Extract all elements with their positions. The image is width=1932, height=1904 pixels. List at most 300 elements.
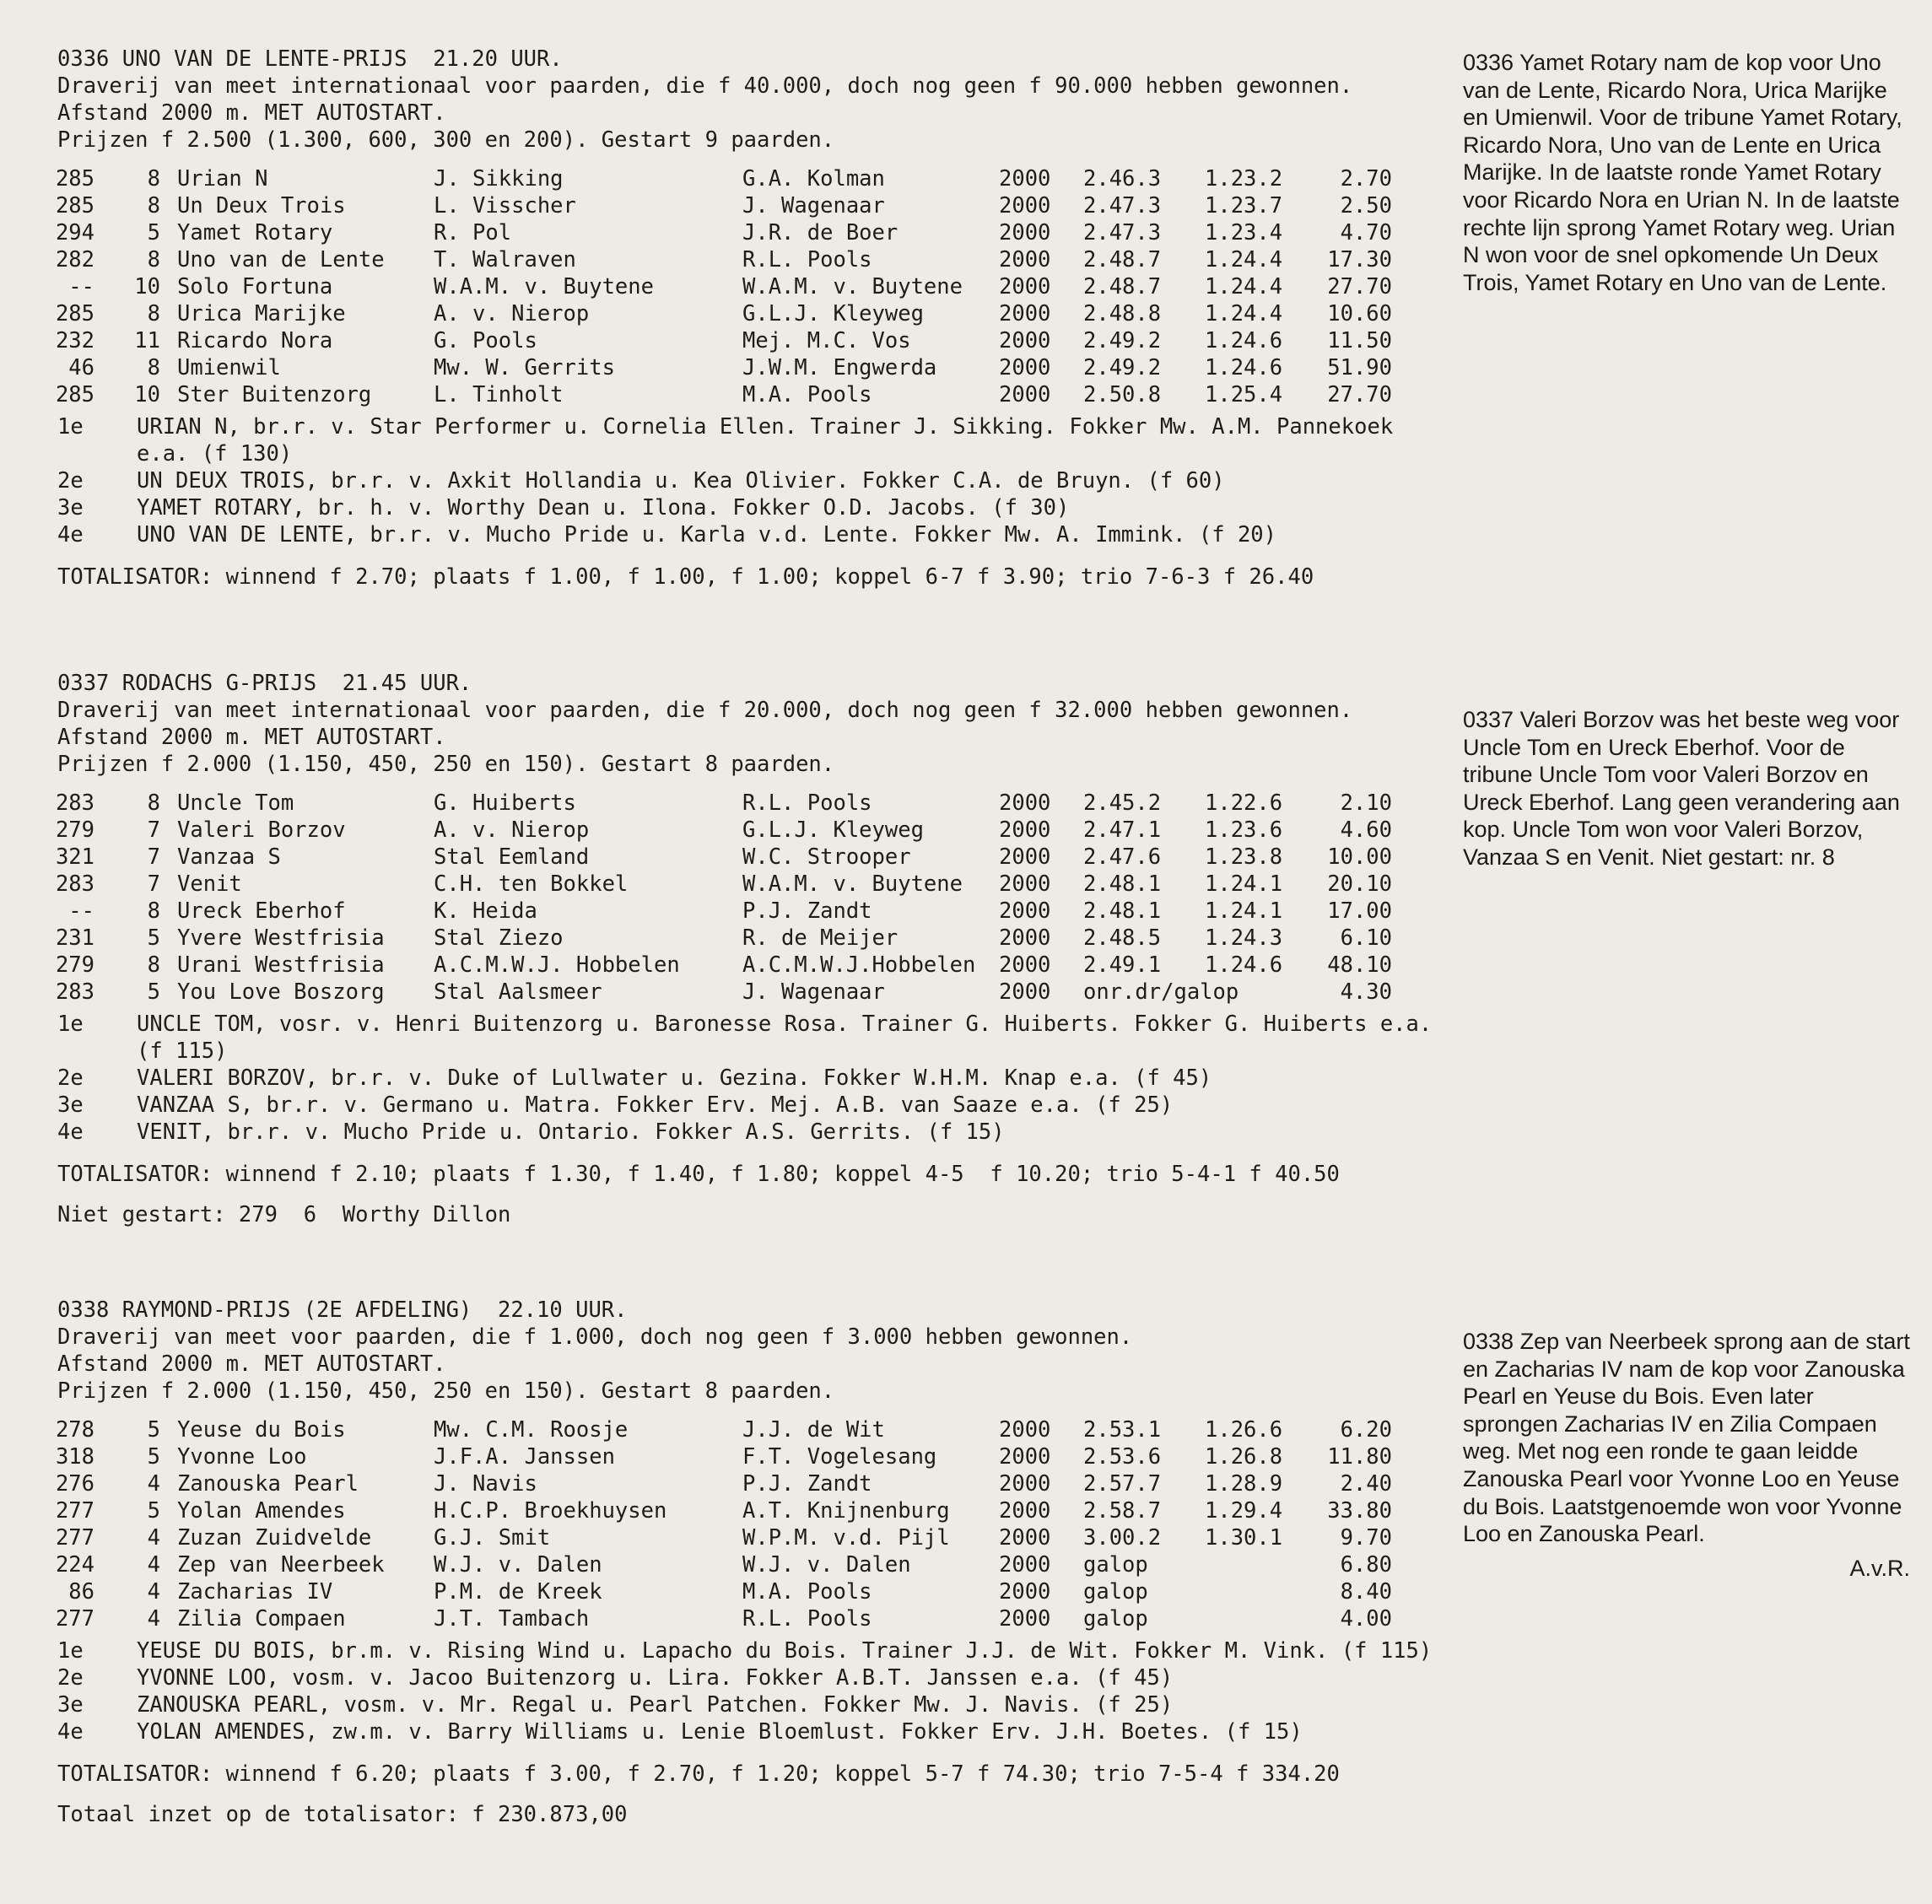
- race-header: [0, 670, 1485, 778]
- race-time: 2.45.2: [1083, 790, 1162, 816]
- author-signature: A.v.R.: [1849, 1555, 1910, 1581]
- horse-name: Yvonne Loo: [177, 1444, 307, 1470]
- odds: 27.70: [1327, 382, 1392, 407]
- previous-race-number: 283: [55, 871, 94, 897]
- driver-name: J.F.A. Janssen: [434, 1444, 615, 1470]
- placing-entry: [0, 1637, 1485, 1664]
- result-row: [0, 1605, 1485, 1632]
- result-row: [0, 192, 1485, 219]
- result-row: [0, 327, 1485, 354]
- race-time: 2.58.7: [1083, 1498, 1162, 1524]
- result-row: [0, 219, 1485, 246]
- horse-name: Valeri Borzov: [177, 817, 346, 843]
- race-prizes: Prijzen f 2.000 (1.150, 450, 250 en 150). Gestart 8 paarden.: [57, 1378, 835, 1404]
- horse-age: 4: [147, 1471, 160, 1497]
- distance: 2000: [999, 1444, 1051, 1470]
- placing-pedigree: VENIT, br.r. v. Mucho Pride u. Ontario. Fokker A.S. Gerrits. (f 15): [137, 1119, 1005, 1145]
- distance: 2000: [999, 925, 1051, 951]
- distance: 2000: [999, 1417, 1051, 1443]
- race-distance: Afstand 2000 m. MET AUTOSTART.: [57, 100, 446, 126]
- km-time: 1.23.4: [1205, 220, 1283, 245]
- placing-entry: [0, 413, 1485, 467]
- result-row: [0, 979, 1485, 1006]
- result-row: [0, 1416, 1485, 1443]
- result-row: [0, 817, 1485, 844]
- race-conditions: Draverij van meet internationaal voor paarden, die f 20.000, doch nog geen f 32.000 hebben gewonnen.: [57, 698, 1353, 723]
- placing-pedigree: UNO VAN DE LENTE, br.r. v. Mucho Pride u. Karla v.d. Lente. Fokker Mw. A. Immink. (f 20): [137, 522, 1277, 547]
- odds: 17.30: [1327, 247, 1392, 272]
- horse-name: Zilia Compaen: [177, 1606, 346, 1632]
- placing-entry: [0, 521, 1485, 548]
- not-started-line: Niet gestart: 279 6 Worthy Dillon: [57, 1202, 511, 1227]
- race-time: galop: [1083, 1579, 1148, 1605]
- race-time: galop: [1083, 1552, 1148, 1578]
- horse-age: 7: [147, 844, 160, 870]
- odds: 20.10: [1327, 871, 1392, 897]
- horse-age: 5: [147, 1417, 160, 1443]
- odds: 6.80: [1340, 1552, 1392, 1578]
- trainer-name: G.A. Kolman: [742, 166, 885, 191]
- previous-race-number: 283: [55, 979, 94, 1005]
- result-row: [0, 1470, 1485, 1497]
- placing-position: 4e: [57, 522, 84, 547]
- trainer-name: P.J. Zandt: [742, 898, 872, 924]
- placing-entry: [0, 1065, 1485, 1092]
- previous-race-number: 46: [68, 355, 94, 380]
- odds: 4.70: [1340, 220, 1392, 245]
- result-row: [0, 165, 1485, 192]
- placings-list: [0, 1637, 1485, 1745]
- distance: 2000: [999, 1471, 1051, 1497]
- distance: 2000: [999, 1606, 1051, 1632]
- driver-name: Mw. C.M. Roosje: [434, 1417, 629, 1443]
- totalisator-line: TOTALISATOR: winnend f 2.10; plaats f 1.30, f 1.40, f 1.80; koppel 4-5 f 10.20; trio 5-4-1 f 40.50: [57, 1162, 1340, 1187]
- distance: 2000: [999, 355, 1051, 380]
- trainer-name: F.T. Vogelesang: [742, 1444, 937, 1470]
- placing-entry: [0, 467, 1485, 494]
- placing-pedigree: YEUSE DU BOIS, br.m. v. Rising Wind u. Lapacho du Bois. Trainer J.J. de Wit. Fokker M. Vink. (f 115): [137, 1638, 1433, 1664]
- km-time: 1.23.7: [1205, 193, 1283, 218]
- driver-name: J. Sikking: [434, 166, 564, 191]
- race-time: 2.46.3: [1083, 166, 1162, 191]
- km-time: 1.26.8: [1205, 1444, 1283, 1470]
- previous-race-number: 318: [55, 1444, 94, 1470]
- horse-name: Zuzan Zuidvelde: [177, 1525, 372, 1551]
- horse-name: Urian N: [177, 166, 268, 191]
- distance: 2000: [999, 871, 1051, 897]
- distance: 2000: [999, 898, 1051, 924]
- trainer-name: W.P.M. v.d. Pijl: [742, 1525, 950, 1551]
- odds: 11.50: [1327, 328, 1392, 353]
- race-0338: [0, 1297, 1485, 1828]
- previous-race-number: 276: [55, 1471, 94, 1497]
- race-time: 2.53.1: [1083, 1417, 1162, 1443]
- km-time: 1.23.2: [1205, 166, 1283, 191]
- result-row: [0, 952, 1485, 979]
- previous-race-number: 277: [55, 1606, 94, 1632]
- odds: 6.20: [1340, 1417, 1392, 1443]
- horse-age: 8: [147, 301, 160, 326]
- trainer-name: R. de Meijer: [742, 925, 899, 951]
- trainer-name: J.R. de Boer: [742, 220, 899, 245]
- horse-name: Venit: [177, 871, 242, 897]
- horse-age: 8: [147, 898, 160, 924]
- horse-age: 8: [147, 166, 160, 191]
- km-time: 1.29.4: [1205, 1498, 1283, 1524]
- previous-race-number: 285: [55, 382, 94, 407]
- horse-age: 11: [134, 328, 160, 353]
- race-time: 2.49.2: [1083, 355, 1162, 380]
- odds: 4.30: [1340, 979, 1392, 1005]
- result-row: [0, 1578, 1485, 1605]
- race-time: 2.47.3: [1083, 220, 1162, 245]
- result-row: [0, 898, 1485, 925]
- trainer-name: R.L. Pools: [742, 247, 872, 272]
- previous-race-number: 86: [68, 1579, 94, 1605]
- horse-age: 5: [147, 220, 160, 245]
- race-prizes: Prijzen f 2.500 (1.300, 600, 300 en 200). Gestart 9 paarden.: [57, 127, 835, 153]
- distance: 2000: [999, 844, 1051, 870]
- horse-name: Zep van Neerbeek: [177, 1552, 385, 1578]
- horse-name: Umienwil: [177, 355, 281, 380]
- horse-age: 8: [147, 355, 160, 380]
- trainer-name: A.T. Knijnenburg: [742, 1498, 950, 1524]
- result-row: [0, 300, 1485, 327]
- km-time: 1.24.1: [1205, 898, 1283, 924]
- placing-pedigree: URIAN N, br.r. v. Star Performer u. Cornelia Ellen. Trainer J. Sikking. Fokker Mw. A.M. Pannekoek e.a. (f 130): [137, 414, 1394, 467]
- driver-name: W.A.M. v. Buytene: [434, 274, 654, 299]
- km-time: 1.23.8: [1205, 844, 1283, 870]
- horse-age: 7: [147, 871, 160, 897]
- result-row: [0, 246, 1485, 273]
- race-title: 0338 RAYMOND-PRIJS (2E AFDELING) 22.10 UUR.: [57, 1297, 628, 1323]
- driver-name: Stal Eemland: [434, 844, 590, 870]
- driver-name: Stal Aalsmeer: [434, 979, 602, 1005]
- race-time: 2.49.1: [1083, 952, 1162, 978]
- placing-position: 4e: [57, 1119, 84, 1145]
- driver-name: K. Heida: [434, 898, 537, 924]
- distance: 2000: [999, 790, 1051, 816]
- placing-position: 1e: [57, 414, 84, 440]
- race-commentary-0338: [1463, 1328, 1910, 1582]
- race-time: 2.48.1: [1083, 871, 1162, 897]
- horse-name: Yamet Rotary: [177, 220, 333, 245]
- odds: 9.70: [1340, 1525, 1392, 1551]
- km-time: 1.24.4: [1205, 274, 1283, 299]
- odds: 10.00: [1327, 844, 1392, 870]
- horse-age: 8: [147, 790, 160, 816]
- horse-name: Ster Buitenzorg: [177, 382, 372, 407]
- placings-list: [0, 413, 1485, 548]
- placing-pedigree: YAMET ROTARY, br. h. v. Worthy Dean u. Ilona. Fokker O.D. Jacobs. (f 30): [137, 495, 1070, 520]
- previous-race-number: 285: [55, 193, 94, 218]
- placing-entry: [0, 1011, 1485, 1065]
- race-time: 2.57.7: [1083, 1471, 1162, 1497]
- trainer-name: W.C. Strooper: [742, 844, 911, 870]
- placing-position: 1e: [57, 1011, 84, 1037]
- distance: 2000: [999, 328, 1051, 353]
- horse-name: Yvere Westfrisia: [177, 925, 385, 951]
- results-table: [0, 165, 1485, 408]
- race-title: 0337 RODACHS G-PRIJS 21.45 UUR.: [57, 671, 472, 696]
- driver-name: G. Huiberts: [434, 790, 576, 816]
- result-row: [0, 1551, 1485, 1578]
- distance: 2000: [999, 1552, 1051, 1578]
- distance: 2000: [999, 382, 1051, 407]
- driver-name: G.J. Smit: [434, 1525, 551, 1551]
- horse-name: Ureck Eberhof: [177, 898, 346, 924]
- distance: 2000: [999, 952, 1051, 978]
- driver-name: A. v. Nierop: [434, 301, 590, 326]
- driver-name: R. Pol: [434, 220, 512, 245]
- trainer-name: J.W.M. Engwerda: [742, 355, 937, 380]
- odds: 2.10: [1340, 790, 1392, 816]
- trainer-name: A.C.M.W.J.Hobbelen: [742, 952, 976, 978]
- driver-name: J. Navis: [434, 1471, 537, 1497]
- km-time: 1.30.1: [1205, 1525, 1283, 1551]
- horse-name: Zacharias IV: [177, 1579, 333, 1605]
- previous-race-number: 294: [55, 220, 94, 245]
- trainer-name: R.L. Pools: [742, 790, 872, 816]
- race-time: 2.50.8: [1083, 382, 1162, 407]
- distance: 2000: [999, 166, 1051, 191]
- driver-name: C.H. ten Bokkel: [434, 871, 629, 897]
- previous-race-number: 278: [55, 1417, 94, 1443]
- placing-position: 2e: [57, 1065, 84, 1091]
- previous-race-number: 279: [55, 817, 94, 843]
- previous-race-number: 277: [55, 1498, 94, 1524]
- previous-race-number: --: [68, 898, 94, 924]
- race-conditions: Draverij van meet voor paarden, die f 1.000, doch nog geen f 3.000 hebben gewonnen.: [57, 1324, 1133, 1350]
- trainer-name: W.A.M. v. Buytene: [742, 871, 963, 897]
- placing-pedigree: VANZAA S, br.r. v. Germano u. Matra. Fokker Erv. Mej. A.B. van Saaze e.a. (f 25): [137, 1092, 1174, 1118]
- horse-name: You Love Boszorg: [177, 979, 385, 1005]
- race-time: 2.47.1: [1083, 817, 1162, 843]
- trainer-name: G.L.J. Kleyweg: [742, 301, 924, 326]
- placing-position: 1e: [57, 1638, 84, 1664]
- placing-entry: [0, 1664, 1485, 1691]
- driver-name: T. Walraven: [434, 247, 576, 272]
- odds: 4.00: [1340, 1606, 1392, 1632]
- result-row: [0, 1497, 1485, 1524]
- race-time: galop: [1083, 1606, 1148, 1632]
- result-row: [0, 354, 1485, 381]
- distance: 2000: [999, 274, 1051, 299]
- driver-name: L. Tinholt: [434, 382, 564, 407]
- race-time: 2.48.7: [1083, 247, 1162, 272]
- trainer-name: W.J. v. Dalen: [742, 1552, 911, 1578]
- commentary-text: 0338 Zep van Neerbeek sprong aan de start en Zacharias IV nam de kop voor Zanouska Pearl en Yeuse du Bois. Even later sprongen Zacharias IV en Zilia Compaen weg. Met nog een ronde te gaan leidde Zanouska Pearl voor Yvonne Loo en Yeuse du Bois. Laatstgenoemde won voor Yvonne Loo en Zanouska Pearl.: [1463, 1329, 1910, 1547]
- odds: 2.70: [1340, 166, 1392, 191]
- odds: 48.10: [1327, 952, 1392, 978]
- placing-position: 4e: [57, 1719, 84, 1745]
- result-row: [0, 871, 1485, 898]
- driver-name: P.M. de Kreek: [434, 1579, 602, 1605]
- previous-race-number: --: [68, 274, 94, 299]
- race-time: 2.48.8: [1083, 301, 1162, 326]
- results-table: [0, 790, 1485, 1006]
- horse-age: 8: [147, 247, 160, 272]
- race-time: onr.dr/galop: [1083, 979, 1239, 1005]
- result-row: [0, 381, 1485, 408]
- horse-name: Urica Marijke: [177, 301, 346, 326]
- placing-position: 3e: [57, 1092, 84, 1118]
- race-title: 0336 UNO VAN DE LENTE-PRIJS 21.20 UUR.: [57, 46, 563, 72]
- odds: 6.10: [1340, 925, 1392, 951]
- horse-name: Zanouska Pearl: [177, 1471, 359, 1497]
- km-time: 1.24.4: [1205, 301, 1283, 326]
- previous-race-number: 283: [55, 790, 94, 816]
- trainer-name: R.L. Pools: [742, 1606, 872, 1632]
- placing-pedigree: VALERI BORZOV, br.r. v. Duke of Lullwater u. Gezina. Fokker W.H.M. Knap e.a. (f 45): [137, 1065, 1212, 1091]
- horse-name: Yolan Amendes: [177, 1498, 346, 1524]
- horse-age: 8: [147, 193, 160, 218]
- distance: 2000: [999, 1525, 1051, 1551]
- distance: 2000: [999, 817, 1051, 843]
- previous-race-number: 224: [55, 1552, 94, 1578]
- placing-entry: [0, 1691, 1485, 1718]
- race-commentary-0337: [1463, 706, 1910, 871]
- driver-name: H.C.P. Broekhuysen: [434, 1498, 667, 1524]
- km-time: 1.23.6: [1205, 817, 1283, 843]
- horse-name: Vanzaa S: [177, 844, 281, 870]
- commentary-text: 0337 Valeri Borzov was het beste weg voor Uncle Tom en Ureck Eberhof. Voor de tribune Uncle Tom voor Valeri Borzov en Ureck Eberhof. Lang geen verandering aan kop. Uncle Tom won voor Valeri Borzov, Vanzaa S en Venit. Niet gestart: nr. 8: [1463, 707, 1900, 870]
- horse-name: Uno van de Lente: [177, 247, 385, 272]
- horse-age: 7: [147, 817, 160, 843]
- horse-age: 4: [147, 1606, 160, 1632]
- trainer-name: M.A. Pools: [742, 382, 872, 407]
- previous-race-number: 321: [55, 844, 94, 870]
- race-time: 2.47.6: [1083, 844, 1162, 870]
- horse-age: 8: [147, 952, 160, 978]
- result-row: [0, 1443, 1485, 1470]
- distance: 2000: [999, 301, 1051, 326]
- previous-race-number: 279: [55, 952, 94, 978]
- km-time: 1.24.3: [1205, 925, 1283, 951]
- race-distance: Afstand 2000 m. MET AUTOSTART.: [57, 725, 446, 750]
- driver-name: A. v. Nierop: [434, 817, 590, 843]
- km-time: 1.24.6: [1205, 328, 1283, 353]
- race-time: 2.49.2: [1083, 328, 1162, 353]
- km-time: 1.25.4: [1205, 382, 1283, 407]
- placing-entry: [0, 494, 1485, 521]
- race-header: [0, 46, 1485, 154]
- driver-name: A.C.M.W.J. Hobbelen: [434, 952, 680, 978]
- placing-entry: [0, 1092, 1485, 1119]
- previous-race-number: 232: [55, 328, 94, 353]
- race-distance: Afstand 2000 m. MET AUTOSTART.: [57, 1351, 446, 1377]
- distance: 2000: [999, 1498, 1051, 1524]
- km-time: 1.24.1: [1205, 871, 1283, 897]
- trainer-name: J.J. de Wit: [742, 1417, 885, 1443]
- trainer-name: W.A.M. v. Buytene: [742, 274, 963, 299]
- odds: 17.00: [1327, 898, 1392, 924]
- distance: 2000: [999, 979, 1051, 1005]
- placing-position: 2e: [57, 468, 84, 494]
- placing-position: 3e: [57, 1692, 84, 1718]
- result-row: [0, 273, 1485, 300]
- horse-age: 4: [147, 1579, 160, 1605]
- placing-position: 2e: [57, 1665, 84, 1691]
- driver-name: L. Visscher: [434, 193, 576, 218]
- horse-name: Ricardo Nora: [177, 328, 333, 353]
- horse-name: Uncle Tom: [177, 790, 294, 816]
- placing-entry: [0, 1119, 1485, 1146]
- driver-name: G. Pools: [434, 328, 537, 353]
- result-row: [0, 844, 1485, 871]
- distance: 2000: [999, 247, 1051, 272]
- trainer-name: G.L.J. Kleyweg: [742, 817, 924, 843]
- total-stake-line: Totaal inzet op de totalisator: f 230.873,00: [57, 1802, 628, 1827]
- previous-race-number: 285: [55, 301, 94, 326]
- previous-race-number: 277: [55, 1525, 94, 1551]
- horse-age: 10: [134, 274, 160, 299]
- totalisator-line: TOTALISATOR: winnend f 6.20; plaats f 3.00, f 2.70, f 1.20; koppel 5-7 f 74.30; trio 7-5-4 f 334.20: [57, 1761, 1340, 1787]
- odds: 11.80: [1327, 1444, 1392, 1470]
- previous-race-number: 231: [55, 925, 94, 951]
- horse-age: 10: [134, 382, 160, 407]
- trainer-name: M.A. Pools: [742, 1579, 872, 1605]
- horse-age: 5: [147, 1444, 160, 1470]
- placing-pedigree: UN DEUX TROIS, br.r. v. Axkit Hollandia u. Kea Olivier. Fokker C.A. de Bruyn. (f 60): [137, 468, 1225, 494]
- driver-name: W.J. v. Dalen: [434, 1552, 602, 1578]
- km-time: 1.24.4: [1205, 247, 1283, 272]
- driver-name: Stal Ziezo: [434, 925, 564, 951]
- result-row: [0, 790, 1485, 817]
- race-time: 2.48.1: [1083, 898, 1162, 924]
- odds: 33.80: [1327, 1498, 1392, 1524]
- race-time: 2.47.3: [1083, 193, 1162, 218]
- horse-age: 5: [147, 925, 160, 951]
- km-time: 1.26.6: [1205, 1417, 1283, 1443]
- horse-age: 4: [147, 1525, 160, 1551]
- trainer-name: J. Wagenaar: [742, 979, 885, 1005]
- odds: 2.50: [1340, 193, 1392, 218]
- horse-age: 4: [147, 1552, 160, 1578]
- distance: 2000: [999, 193, 1051, 218]
- race-prizes: Prijzen f 2.000 (1.150, 450, 250 en 150). Gestart 8 paarden.: [57, 752, 835, 777]
- race-header: [0, 1297, 1485, 1405]
- km-time: 1.28.9: [1205, 1471, 1283, 1497]
- race-time: 2.48.5: [1083, 925, 1162, 951]
- odds: 27.70: [1327, 274, 1392, 299]
- placings-list: [0, 1011, 1485, 1146]
- distance: 2000: [999, 220, 1051, 245]
- results-table: [0, 1416, 1485, 1632]
- commentary-text: 0336 Yamet Rotary nam de kop voor Uno van de Lente, Ricardo Nora, Urica Marijke en Umienwil. Voor de tribune Yamet Rotary, Ricardo Nora, Uno van de Lente en Urica Marijke. In de laatste ronde Yamet Rotary voor Ricardo Nora en Urian N. In de laatste rechte lijn sprong Yamet Rotary weg. Urian N won voor de snel opkomende Un Deux Trois, Yamet Rotary en Uno van de Lente.: [1463, 50, 1902, 295]
- horse-name: Solo Fortuna: [177, 274, 333, 299]
- previous-race-number: 282: [55, 247, 94, 272]
- driver-name: Mw. W. Gerrits: [434, 355, 615, 380]
- result-row: [0, 925, 1485, 952]
- race-0336: [0, 46, 1485, 591]
- trainer-name: Mej. M.C. Vos: [742, 328, 911, 353]
- placing-pedigree: UNCLE TOM, vosr. v. Henri Buitenzorg u. Baronesse Rosa. Trainer G. Huiberts. Fokker G. Huiberts e.a. (f 115): [137, 1011, 1433, 1064]
- previous-race-number: 285: [55, 166, 94, 191]
- odds: 8.40: [1340, 1579, 1392, 1605]
- horse-name: Un Deux Trois: [177, 193, 346, 218]
- odds: 10.60: [1327, 301, 1392, 326]
- trainer-name: J. Wagenaar: [742, 193, 885, 218]
- trainer-name: P.J. Zandt: [742, 1471, 872, 1497]
- odds: 4.60: [1340, 817, 1392, 843]
- placing-pedigree: YVONNE LOO, vosm. v. Jacoo Buitenzorg u. Lira. Fokker A.B.T. Janssen e.a. (f 45): [137, 1665, 1174, 1691]
- race-time: 3.00.2: [1083, 1525, 1162, 1551]
- km-time: 1.24.6: [1205, 355, 1283, 380]
- driver-name: J.T. Tambach: [434, 1606, 590, 1632]
- horse-age: 5: [147, 979, 160, 1005]
- horse-name: Yeuse du Bois: [177, 1417, 346, 1443]
